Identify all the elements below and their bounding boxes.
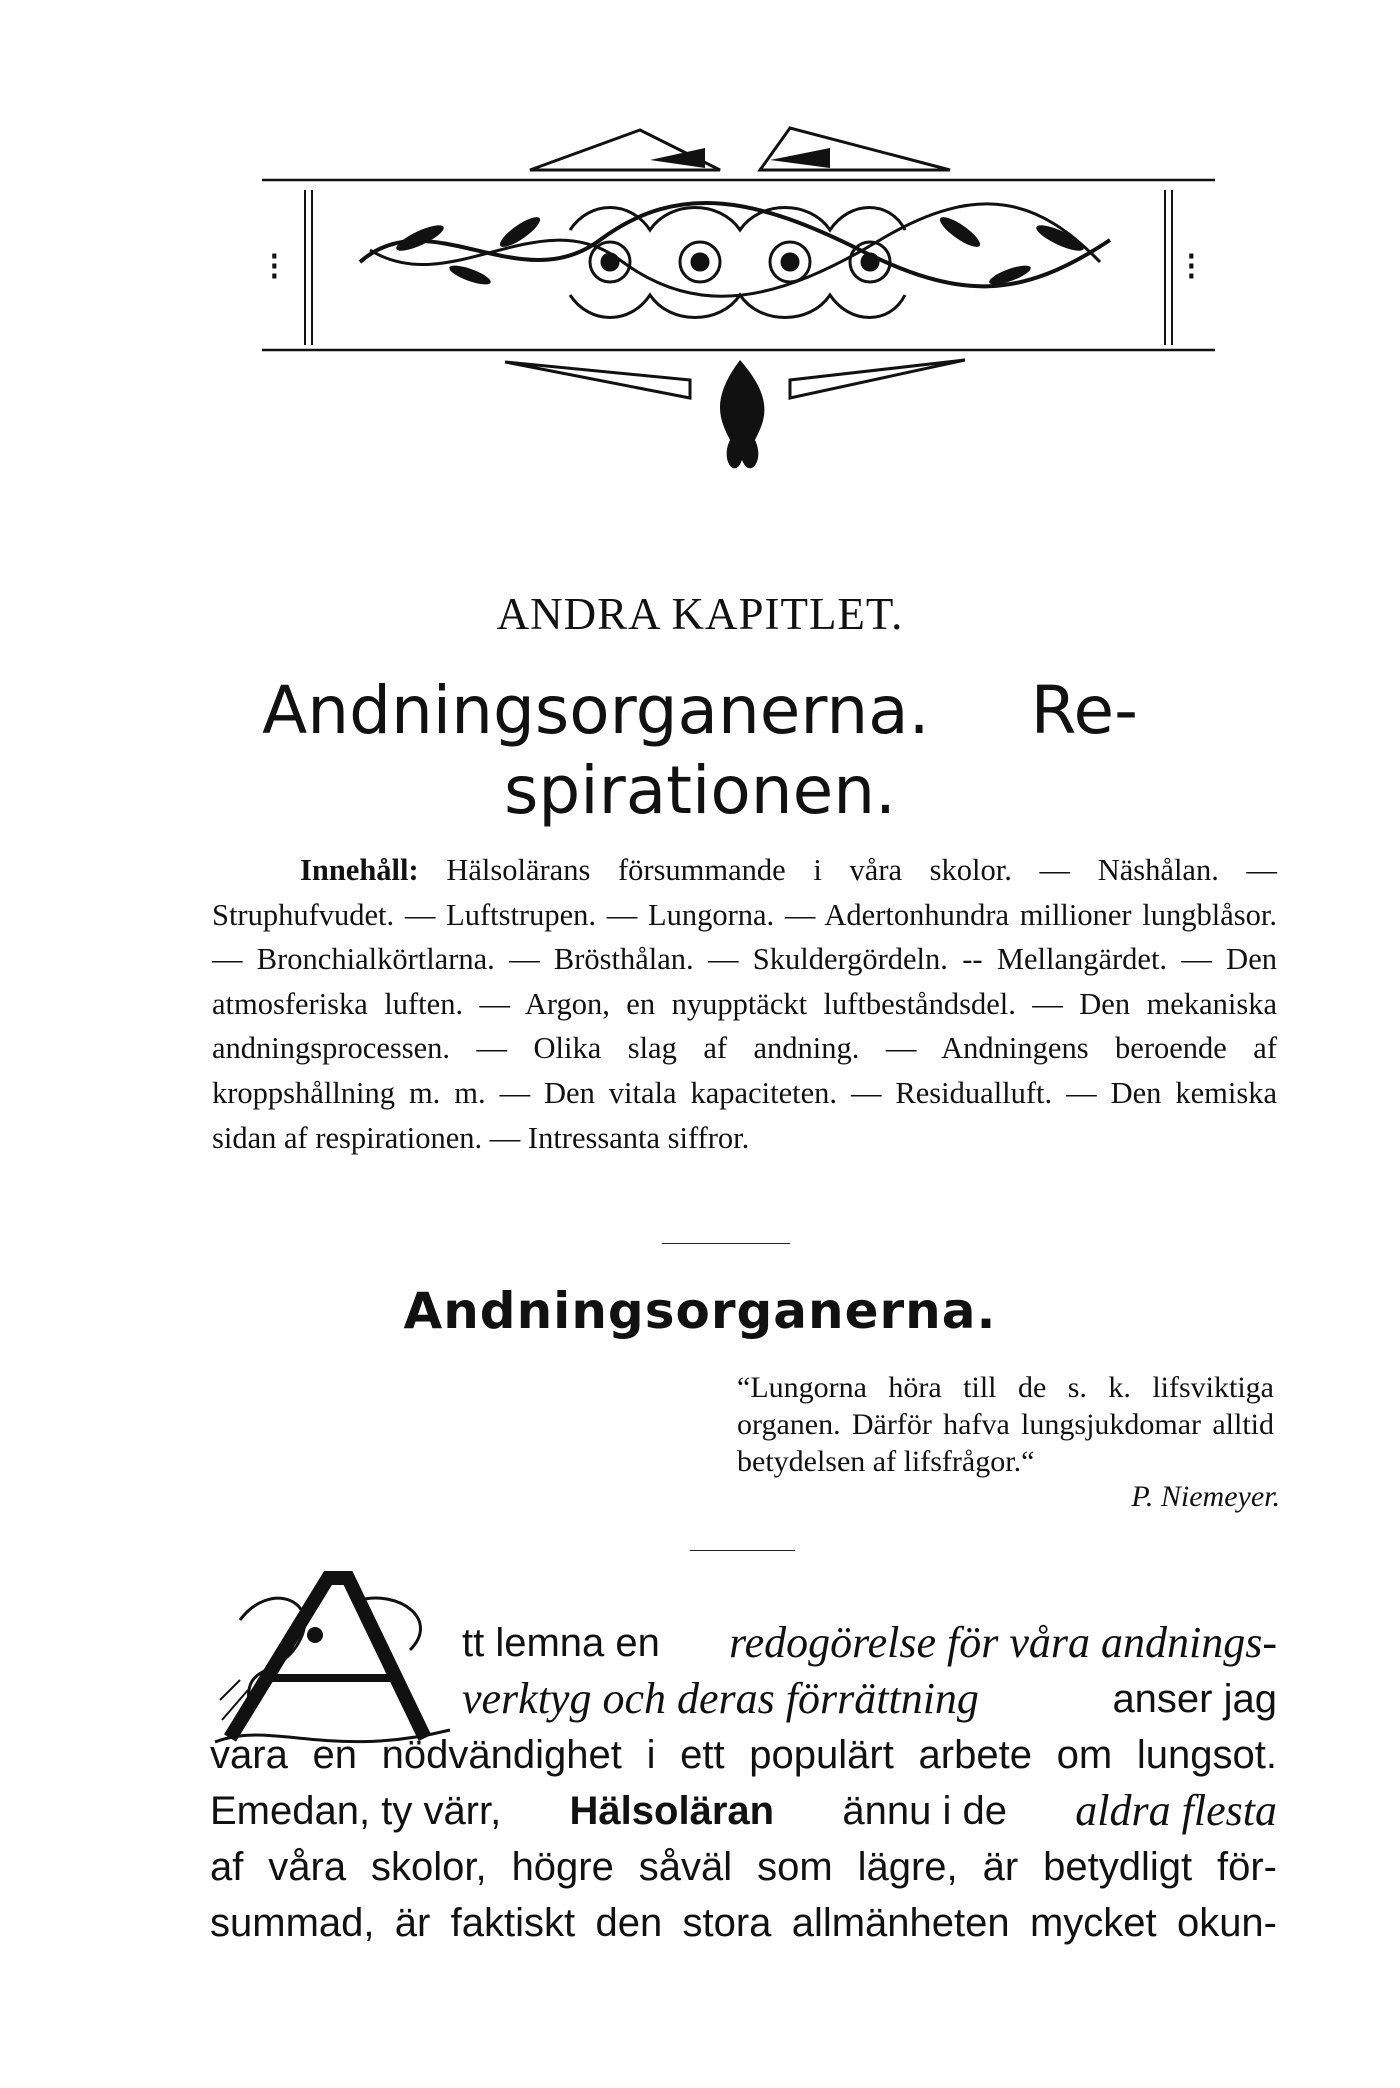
contents-lead-label: Innehåll: <box>300 853 419 887</box>
body-line <box>462 1615 1277 1671</box>
epigraph-author: P. Niemeyer. <box>1131 1480 1280 1513</box>
body-line <box>210 1727 1277 1783</box>
separator-rule <box>662 1243 790 1244</box>
chapter-title-line-1: Andningsorganerna. Re- <box>262 672 1138 749</box>
body-text: af våra skolor, högre såväl som lägre, är betydligt för- <box>210 1845 1277 1889</box>
body-line <box>210 1839 1277 1895</box>
body-line <box>462 1671 1277 1727</box>
chapter-title-line-2: spirationen. <box>503 752 897 829</box>
epigraph-quote: “Lungorna höra till de s. k. lifsviktiga organen. Därför hafva lungsjukdomar alltid betydelsen af lifsfrågor.“ <box>737 1371 1274 1478</box>
body-text-italic: aldra flesta <box>1075 1786 1277 1835</box>
decorative-header-ornament <box>0 0 1400 520</box>
body-text: vara en nödvändighet i ett populärt arbete om lungsot. <box>210 1733 1277 1777</box>
section-heading: Andningsorganerna. <box>403 1282 997 1340</box>
svg-text:⁝: ⁝ <box>268 244 281 290</box>
chapter-label: ANDRA KAPITLET. <box>496 589 904 639</box>
body-line <box>210 1895 1277 1951</box>
body-text: summad, är faktiskt den stora allmänheten mycket okun- <box>210 1901 1277 1945</box>
body-text-bold: Hälsoläran <box>569 1789 775 1833</box>
body-text: ännu i de <box>842 1789 1007 1833</box>
contents-text: Hälsolärans försummande i våra skolor. — Näshålan. — Struphufvudet. — Luftstrupen. — Lungorna. — Adertonhundra millioner lungblåsor. — Bronchialkörtlarna. — Brösthålan. — Skuldergördeln. -- Mellangärdet. — Den atmosferiska luften. — Argon, en nyupptäckt luftbeståndsdel. — Den mekaniska andningsprocessen. — Olika slag af andning. — Andningens beroende af kroppshållning m. m. — Den vitala kapaciteten. — Residualluft. — Den kemiska sidan af respirationen. — Intressanta siffror. <box>212 853 1278 1155</box>
body-text-italic: verktyg och deras förrättning <box>462 1674 979 1723</box>
chapter-contents-summary <box>212 848 1277 1160</box>
svg-text:⁝: ⁝ <box>1185 244 1198 290</box>
body-text: Emedan, ty värr, <box>210 1789 502 1833</box>
ornamental-drop-cap-a <box>210 1560 455 1750</box>
body-text: tt lemna en <box>462 1621 660 1665</box>
separator-rule <box>690 1550 795 1551</box>
body-text: anser jag <box>1112 1677 1277 1721</box>
body-text-italic: redogörelse för våra andnings- <box>729 1618 1277 1667</box>
body-line <box>210 1783 1277 1839</box>
